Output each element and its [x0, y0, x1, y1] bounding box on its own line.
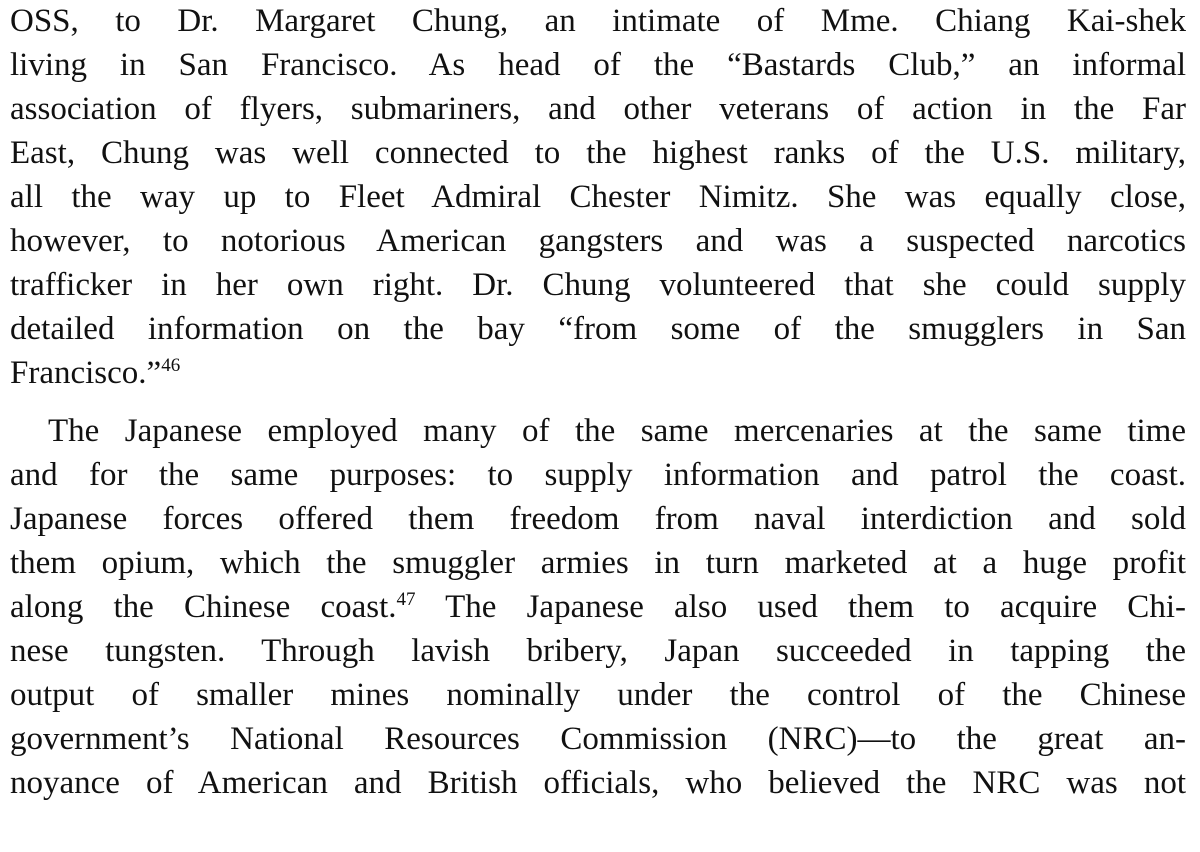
text-line: them opium, which the smuggler armies in turn marketed at a huge profit — [10, 545, 1186, 581]
text-line: East, Chung was well connected to the highest ranks of the U.S. military, — [10, 135, 1186, 171]
text-line: and for the same purposes: to supply information and patrol the coast. — [10, 457, 1186, 493]
text-line: however, to notorious American gangsters and was a suspected narcotics — [10, 223, 1186, 259]
text-line: living in San Francisco. As head of the “Bastards Club,” an informal — [10, 47, 1186, 83]
line-text: Francisco.” — [10, 355, 162, 391]
text-line: association of flyers, submariners, and other veterans of action in the Far — [10, 91, 1186, 127]
line-text: along the Chinese coast. — [10, 589, 397, 625]
line-text: The Japanese also used them to acquire Chi- — [415, 589, 1186, 625]
text-line: trafficker in her own right. Dr. Chung volunteered that she could supply — [10, 267, 1186, 303]
text-line: nese tungsten. Through lavish bribery, Japan succeeded in tapping the — [10, 633, 1186, 669]
text-line: all the way up to Fleet Admiral Chester Nimitz. She was equally close, — [10, 179, 1186, 215]
footnote-marker[interactable]: 46 — [161, 355, 181, 376]
footnote-marker[interactable]: 47 — [396, 589, 416, 610]
text-line: output of smaller mines nominally under the control of the Chinese — [10, 677, 1186, 713]
text-line: government’s National Resources Commission (NRC)—to the great an- — [10, 721, 1186, 757]
text-line: noyance of American and British officials, who believed the NRC was not — [10, 765, 1186, 801]
text-line — [10, 351, 1186, 395]
text-line — [10, 585, 1186, 629]
text-line: detailed information on the bay “from some of the smugglers in San — [10, 311, 1186, 347]
text-line: Japanese forces offered them freedom from naval interdiction and sold — [10, 501, 1186, 537]
text-line: OSS, to Dr. Margaret Chung, an intimate of Mme. Chiang Kai-shek — [10, 3, 1186, 39]
text-line: The Japanese employed many of the same mercenaries at the same time — [48, 413, 1186, 449]
